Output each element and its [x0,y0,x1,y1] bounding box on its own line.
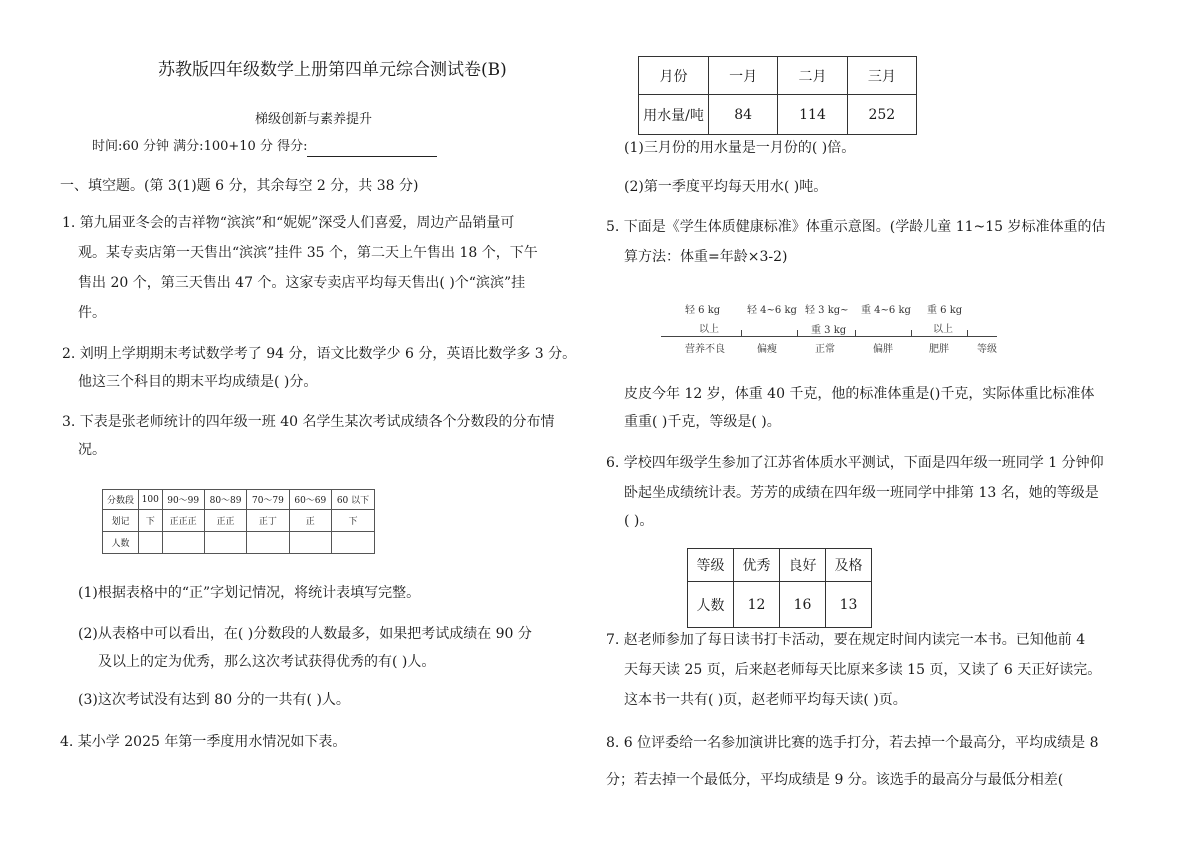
table-cell: 84 [709,95,778,135]
q5-after-line-1: 皮皮今年 12 岁，体重 40 千克，他的标准体重是()千克，实际体重比标准体 [624,386,1095,402]
table-cell: 正丁 [247,510,289,532]
table-row [639,57,917,95]
q3-sub1: (1)根据表格中的“正”字划记情况，将统计表填写完整。 [78,585,421,601]
q5-line-1: 5. 下面是《学生体质健康标准》体重示意图。(学龄儿童 11~15 岁标准体重的估 [606,219,1106,235]
scale-tick [797,330,798,337]
scale-label: 以上 [699,324,719,335]
table-row [103,490,375,510]
table-cell[interactable] [247,532,289,554]
scale-tick [911,330,912,337]
table-cell: 等级 [688,549,734,582]
table-cell: 90～99 [162,490,204,510]
exam-info [92,137,437,157]
table-cell: 月份 [639,57,709,95]
section-heading: 一、填空题。(第 3(1)题 6 分，其余每空 2 分，共 38 分) [60,178,419,194]
table-cell: 分数段 [103,490,139,510]
score-blank[interactable] [307,142,437,157]
scale-grade: 肥胖 [929,344,949,355]
table-cell: 正 [289,510,331,532]
table-cell: 用水量/吨 [639,95,709,135]
scale-tick [967,330,968,337]
scale-label: 重 6 kg [927,305,963,316]
q2-line-1: 2. 刘明上学期期末考试数学考了 94 分，语文比数学少 6 分，英语比数学多 3 分。 [62,346,577,362]
table-cell[interactable] [162,532,204,554]
q3-sub2-line-2: 及以上的定为优秀，那么这次考试获得优秀的有( )人。 [98,654,436,670]
table-cell[interactable] [204,532,246,554]
table-cell: 正正正 [162,510,204,532]
scale-label: 轻 6 kg [685,305,721,316]
scale-label: 重 3 kg [811,325,847,336]
table-cell: 114 [778,95,847,135]
table-row [688,582,872,628]
scale-grade: 偏胖 [873,344,893,355]
q5-after-line-2: 重重( )千克，等级是( )。 [624,414,781,430]
table-cell: 正正 [204,510,246,532]
table-row [639,95,917,135]
situp-grade-table [687,548,872,628]
q3-line-1: 3. 下表是张老师统计的四年级一班 40 名学生某次考试成绩各个分数段的分布情 [62,414,555,430]
water-usage-table [638,56,917,135]
table-cell: 13 [826,582,872,628]
scale-label: 重 4~6 kg [861,305,911,316]
table-cell: 三月 [847,57,916,95]
q1-line-4: 件。 [78,305,106,321]
table-cell: 良好 [780,549,826,582]
scale-grade: 偏瘦 [757,344,777,355]
scale-label: 轻 3 kg~ [805,305,849,316]
scale-grade: 营养不良 [685,344,725,355]
table-cell: 60 以下 [332,490,375,510]
table-cell: 及格 [826,549,872,582]
q6-line-1: 6. 学校四年级学生参加了江苏省体质水平测试，下面是四年级一班同学 1 分钟仰 [606,455,1104,471]
table-cell: 80～89 [204,490,246,510]
table-cell[interactable] [289,532,331,554]
scale-tick [855,330,856,337]
q5-line-2: 算方法：体重=年龄×3-2) [624,249,788,265]
scale-grade: 正常 [815,344,835,355]
table-cell: 人数 [103,532,139,554]
table-cell: 优秀 [734,549,780,582]
q7-line-3: 这本书一共有( )页，赵老师平均每天读( )页。 [624,692,907,708]
table-row [103,532,375,554]
weight-scale-diagram [655,296,1005,356]
table-row [103,510,375,532]
q8-line-2: 分；若去掉一个最低分，平均成绩是 9 分。该选手的最高分与最低分相差( [606,772,1064,788]
table-row [688,549,872,582]
q6-line-3: ( )。 [624,513,654,529]
q6-line-2: 卧起坐成绩统计表。芳芳的成绩在四年级一班同学中排第 13 名，她的等级是 [624,485,1099,501]
table-cell[interactable] [332,532,375,554]
q2-line-2: 他这三个科目的期末平均成绩是( )分。 [78,374,318,390]
scale-tick [741,330,742,337]
q3-line-2: 况。 [78,442,106,458]
page-subtitle: 梯级创新与素养提升 [255,112,373,127]
q1-line-2: 观。某专卖店第一天售出“滨滨”挂件 35 个，第二天上午售出 18 个，下午 [78,245,538,261]
page-title: 苏教版四年级数学上册第四单元综合测试卷(B) [158,60,507,80]
scale-grade: 等级 [977,344,997,355]
table-cell: 下 [139,510,162,532]
table-cell: 12 [734,582,780,628]
q7-line-1: 7. 赵老师参加了每日读书打卡活动，要在规定时间内读完一本书。已知他前 4 [606,632,1086,648]
q1-line-1: 1. 第九届亚冬会的吉祥物“滨滨”和“妮妮”深受人们喜爱，周边产品销量可 [62,215,515,231]
q3-sub3: (3)这次考试没有达到 80 分的一共有( )人。 [78,692,350,708]
table-cell: 划记 [103,510,139,532]
table-cell: 下 [332,510,375,532]
table-cell: 二月 [778,57,847,95]
table-cell[interactable] [139,532,162,554]
table-cell: 人数 [688,582,734,628]
q1-line-3: 售出 20 个，第三天售出 47 个。这家专卖店平均每天售出( )个“滨滨”挂 [78,275,526,291]
exam-info-text: 时间:60 分钟 满分:100+10 分 得分: [92,139,308,154]
table-cell: 252 [847,95,916,135]
scale-axis [661,336,997,337]
scale-label: 轻 4~6 kg [747,305,797,316]
table-cell: 16 [780,582,826,628]
score-distribution-table [102,489,375,554]
q8-line-1: 8. 6 位评委给一名参加演讲比赛的选手打分，若去掉一个最高分，平均成绩是 8 [606,735,1099,751]
q4-line: 4. 某小学 2025 年第一季度用水情况如下表。 [60,734,347,750]
q7-line-2: 天每天读 25 页，后来赵老师每天比原来多读 15 页，又读了 6 天正好读完。 [624,662,1102,678]
scale-label: 以上 [933,324,953,335]
table-cell: 60～69 [289,490,331,510]
q4-sub1: (1)三月份的用水量是一月份的( )倍。 [624,140,856,156]
q4-sub2: (2)第一季度平均每天用水( )吨。 [624,179,828,195]
q3-sub2-line-1: (2)从表格中可以看出，在( )分数段的人数最多，如果把考试成绩在 90 分 [78,626,532,642]
table-cell: 70～79 [247,490,289,510]
table-cell: 一月 [709,57,778,95]
table-cell: 100 [139,490,162,510]
